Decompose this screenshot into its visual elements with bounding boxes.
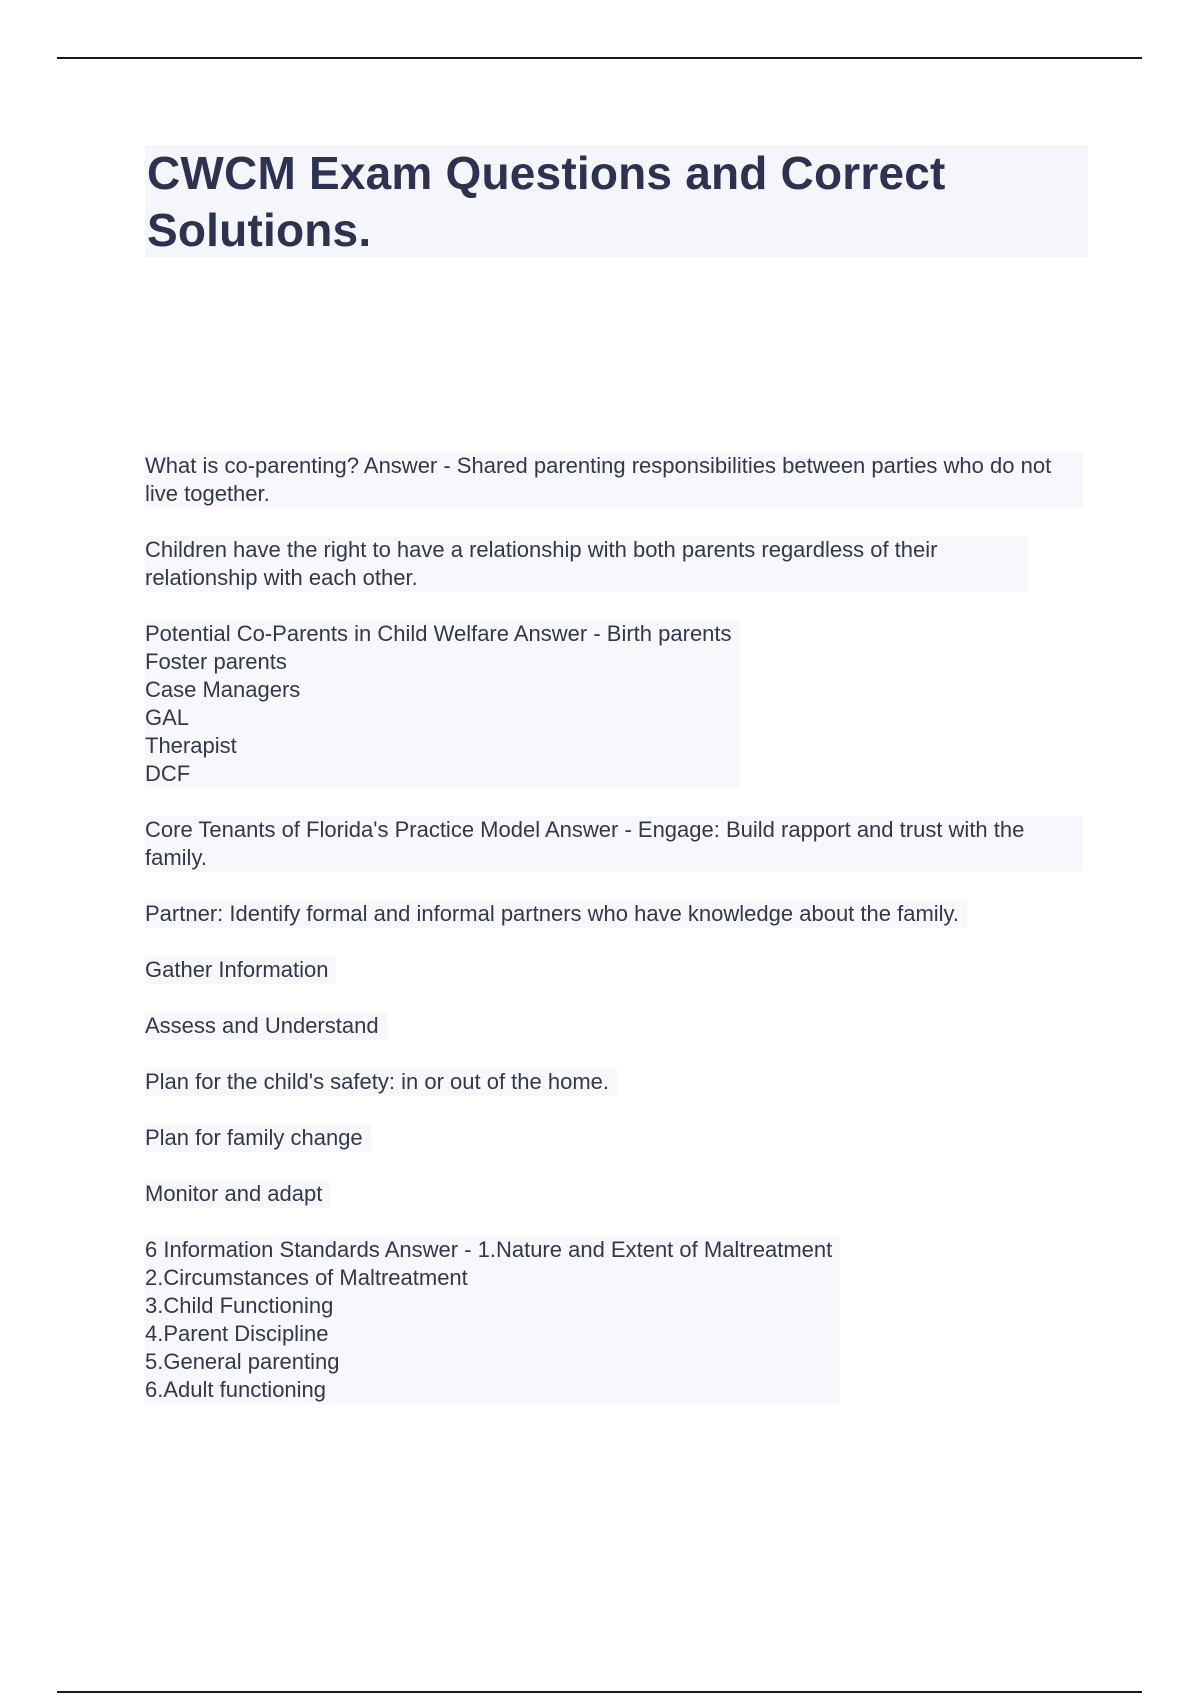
paragraph-information-standards: 6 Information Standards Answer - 1.Nature and Extent of Maltreatment 2.Circumstances of Maltreatment 3.Child Functioning 4.Parent Discipline 5.General parenting 6.Adult functioning: [145, 1236, 840, 1404]
paragraph-assess-understand: Assess and Understand: [145, 1012, 387, 1040]
document-body: [145, 452, 1095, 1432]
paragraph-co-parenting: What is co-parenting? Answer - Shared parenting responsibilities between parties who do not live together.: [145, 452, 1083, 508]
paragraph-children-rights: Children have the right to have a relationship with both parents regardless of their relationship with each other.: [145, 536, 1028, 592]
paragraph-monitor-adapt: Monitor and adapt: [145, 1180, 330, 1208]
title-box: [145, 145, 1088, 257]
document-title: CWCM Exam Questions and Correct Solutions.: [147, 147, 946, 256]
paragraph-core-tenants: Core Tenants of Florida's Practice Model Answer - Engage: Build rapport and trust with the family.: [145, 816, 1083, 872]
footer-rule: [57, 1691, 1142, 1693]
header-rule: [57, 57, 1142, 59]
paragraph-partner: Partner: Identify formal and informal partners who have knowledge about the family.: [145, 900, 967, 928]
paragraph-plan-family-change: Plan for family change: [145, 1124, 371, 1152]
paragraph-potential-co-parents: Potential Co-Parents in Child Welfare Answer - Birth parents Foster parents Case Managers GAL Therapist DCF: [145, 620, 740, 788]
paragraph-gather-information: Gather Information: [145, 956, 336, 984]
paragraph-plan-safety: Plan for the child's safety: in or out of the home.: [145, 1068, 617, 1096]
